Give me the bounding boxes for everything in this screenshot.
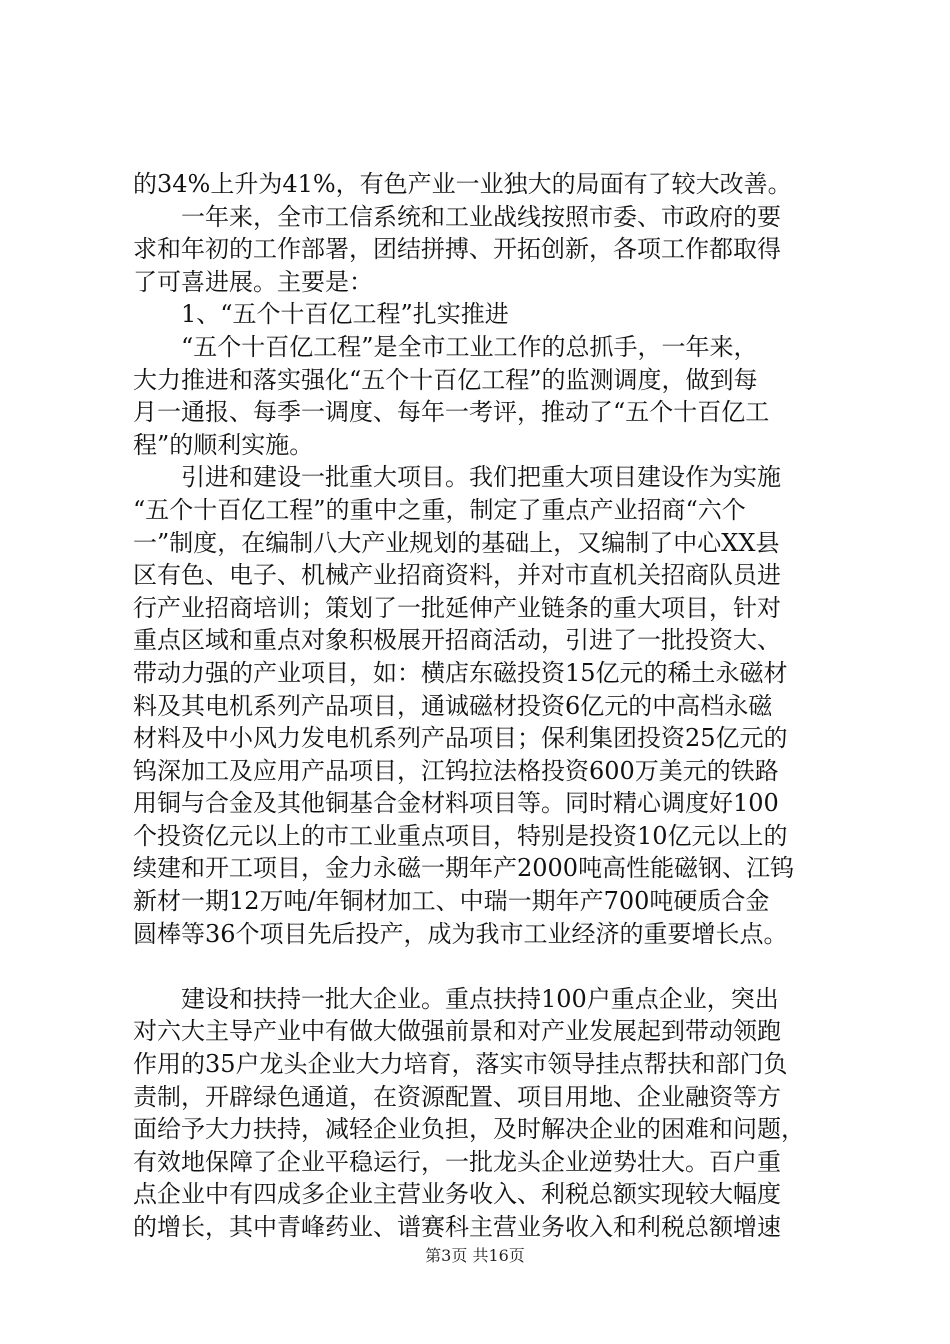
text-line: 引进和建设一批重大项目。我们把重大项目建设作为实施 <box>133 463 781 492</box>
text-line: 点企业中有四成多企业主营业务收入、利税总额实现较大幅度 <box>133 1180 781 1209</box>
text-line: 了可喜进展。主要是： <box>133 267 373 296</box>
text-line: 作用的35户龙头企业大力培育，落实市领导挂点帮扶和部门负 <box>133 1050 788 1079</box>
text-line: 一年来，全市工信系统和工业战线按照市委、市政府的要 <box>133 202 781 231</box>
text-line: 带动力强的产业项目，如：横店东磁投资15亿元的稀土永磁材 <box>133 658 788 687</box>
text-line: 新材一期12万吨/年铜材加工、中瑞一期年产700吨硬质合金 <box>133 887 770 916</box>
text-line: 材料及中小风力发电机系列产品项目；保利集团投资25亿元的 <box>133 724 788 753</box>
text-line: “五个十百亿工程”是全市工业工作的总抓手，一年来， <box>133 332 758 361</box>
text-line: 重点区域和重点对象积极展开招商活动，引进了一批投资大、 <box>133 626 781 655</box>
text-line: 有效地保障了企业平稳运行，一批龙头企业逆势壮大。百户重 <box>133 1147 781 1176</box>
text-line: 续建和开工项目，金力永磁一期年产2000吨高性能磁钢、江钨 <box>133 854 795 883</box>
text-line: 的34%上升为41%，有色产业一业独大的局面有了较大改善。 <box>133 170 792 198</box>
text-line: 行产业招商培训；策划了一批延伸产业链条的重大项目，针对 <box>133 593 781 622</box>
text-line: 的增长，其中青峰药业、谱赛科主营业务收入和利税总额增速 <box>133 1213 781 1241</box>
text-line: 月一通报、每季一调度、每年一考评，推动了“五个十百亿工 <box>133 398 770 427</box>
text-line: 料及其电机系列产品项目，通诚磁材投资6亿元的中高档永磁 <box>133 691 773 720</box>
text-line: 对六大主导产业中有做大做强前景和对产业发展起到带动领跑 <box>133 1017 781 1046</box>
text-line: 区有色、电子、机械产业招商资料，并对市直机关招商队员进 <box>133 561 781 590</box>
text-line: 求和年初的工作部署，团结拼搏、开拓创新，各项工作都取得 <box>133 235 781 264</box>
text-line: 钨深加工及应用产品项目，江钨拉法格投资600万美元的铁路 <box>133 756 779 785</box>
text-line: 面给予大力扶持，减轻企业负担，及时解决企业的困难和问题， <box>133 1115 805 1144</box>
text-line: 个投资亿元以上的市工业重点项目，特别是投资10亿元以上的 <box>133 821 788 850</box>
text-line: 大力推进和落实强化“五个十百亿工程”的监测调度，做到每 <box>133 365 758 394</box>
text-line: 圆棒等36个项目先后投产，成为我市工业经济的重要增长点。 <box>133 919 788 948</box>
section-heading: 1、“五个十百亿工程”扎实推进 <box>133 300 509 329</box>
blank-line <box>133 950 833 983</box>
page-number-footer: 第3页 共16页 <box>425 1246 525 1265</box>
text-line: 用铜与合金及其他铜基合金材料项目等。同时精心调度好100 <box>133 789 779 818</box>
text-line: “五个十百亿工程”的重中之重，制定了重点产业招商“六个 <box>133 495 746 524</box>
document-body <box>133 168 833 1244</box>
text-line: 一”制度，在编制八大产业规划的基础上，又编制了中心XX县 <box>133 528 780 557</box>
text-line: 责制，开辟绿色通道，在资源配置、项目用地、企业融资等方 <box>133 1082 781 1111</box>
text-line: 程”的顺利实施。 <box>133 430 314 459</box>
text-line: 建设和扶持一批大企业。重点扶持100户重点企业，突出 <box>133 984 779 1013</box>
